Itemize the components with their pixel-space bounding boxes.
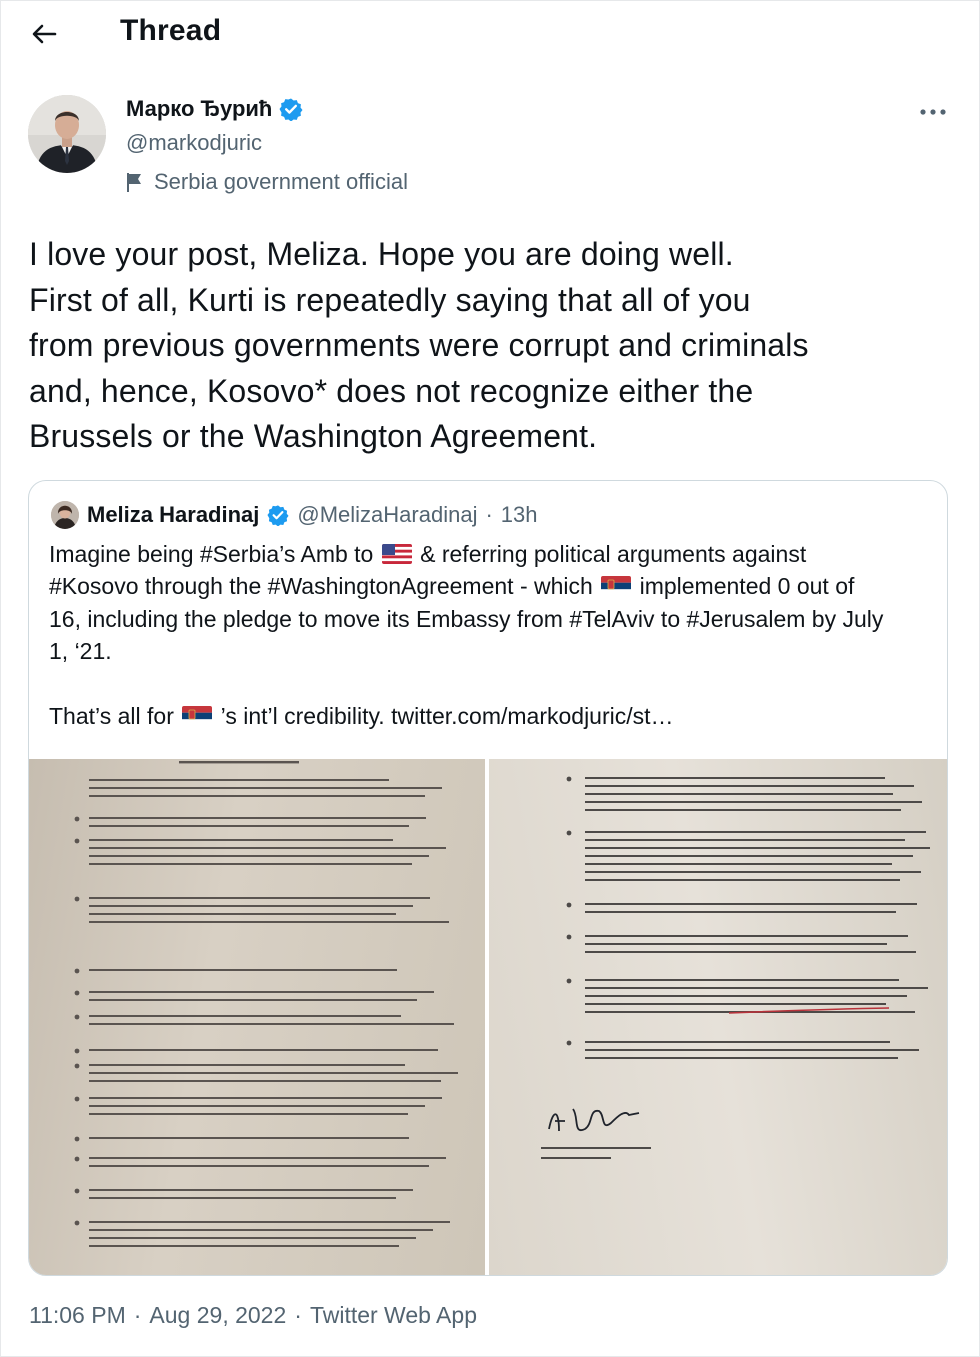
document-bullet (567, 979, 572, 984)
document-text-line (585, 935, 908, 937)
document-text-line (89, 795, 425, 797)
tweet-source: Twitter Web App (309, 1302, 477, 1328)
document-text-line (585, 1041, 890, 1043)
document-text-line (89, 1189, 413, 1191)
author-handle[interactable]: @markodjuric (126, 130, 263, 155)
document-text-line (89, 863, 412, 865)
thread-header (0, 0, 980, 70)
government-label (126, 169, 408, 195)
back-arrow-icon (31, 23, 57, 45)
document-bullet (75, 1189, 80, 1194)
tweet-text-line: I love your post, Meliza. Hope you are doing well. (29, 236, 734, 272)
document-text-line (585, 903, 917, 905)
document-text-line (89, 1015, 401, 1017)
document-text-line (89, 1137, 409, 1139)
separator-dot: · (133, 1302, 142, 1328)
document-bullet (75, 1157, 80, 1162)
back-button[interactable] (22, 14, 66, 54)
document-text-line (585, 863, 892, 865)
page-title: Thread (120, 14, 222, 47)
document-text-line (585, 871, 921, 873)
document-text-line (585, 777, 885, 779)
document-bullet (75, 1097, 80, 1102)
quoted-tweet-header (51, 501, 538, 529)
document-text-line (89, 825, 409, 827)
document-text-line (585, 1049, 919, 1051)
quoted-tweet-images (29, 759, 947, 1276)
tweet-text (29, 232, 949, 460)
signature-mark (549, 1109, 639, 1131)
document-text-line (89, 1072, 458, 1074)
document-text-line (89, 1245, 399, 1247)
document-text-line (89, 855, 429, 857)
document-bullet (75, 1049, 80, 1054)
quoted-text-line: 16, including the pledge to move its Embassy from #TelAviv to #Jerusalem by July (49, 605, 884, 632)
quoted-text-line (49, 700, 939, 732)
document-text-line (585, 809, 901, 811)
document-bullet (567, 777, 572, 782)
tweet-time[interactable]: 11:06 PM (29, 1302, 126, 1328)
tweet-date[interactable]: Aug 29, 2022 (149, 1302, 287, 1328)
us-flag-icon (382, 544, 412, 564)
government-label-text: Serbia government official (154, 169, 408, 194)
document-photo-right[interactable] (489, 759, 947, 1276)
serbia-flag-icon (182, 706, 212, 726)
document-photo-left[interactable] (29, 759, 485, 1276)
document-text-line (89, 1097, 442, 1099)
document-text-line (585, 995, 907, 997)
document-text-line (585, 855, 913, 857)
document-bullet (75, 1221, 80, 1226)
paragraph-gap (49, 668, 939, 700)
document-text-line (585, 979, 899, 981)
document-text-line (89, 1229, 433, 1231)
serbia-flag-icon (601, 576, 631, 596)
quoted-text-segment: That’s all for (49, 702, 174, 729)
document-text-line (89, 1080, 441, 1082)
document-text-line (89, 897, 430, 899)
more-options-icon (920, 109, 946, 115)
document-text-line (585, 839, 905, 841)
quoted-text-segment: implemented 0 out of (639, 573, 855, 600)
tweet-text-line: and, hence, Kosovo* does not recognize either the (29, 372, 754, 409)
document-text-line (541, 1147, 651, 1149)
flag-label-icon (126, 171, 144, 193)
document-bullet (75, 817, 80, 822)
document-text-line (585, 847, 930, 849)
author-name-row (126, 96, 303, 122)
author-name[interactable]: Марко Ђурић (126, 96, 273, 121)
separator-dot: · (294, 1302, 302, 1328)
document-bullet (567, 1041, 572, 1046)
quoted-tweet-text (49, 538, 939, 732)
document-text-line (89, 1049, 438, 1051)
document-text-line (585, 911, 896, 913)
quoted-text-segment: Imagine being #Serbia’s Amb to (49, 541, 374, 567)
document-bullet (75, 1015, 80, 1020)
document-text-line (89, 1064, 405, 1066)
quoted-text-segment: #Kosovo through the #WashingtonAgreement - which (49, 573, 593, 600)
document-text-line (89, 839, 393, 841)
document-bullet (567, 935, 572, 940)
document-text-line (585, 793, 893, 795)
document-text-line (585, 879, 900, 881)
document-text-line (89, 817, 426, 819)
document-bullet (567, 903, 572, 908)
document-bullet (75, 1064, 80, 1069)
tweet-text-line: First of all, Kurti is repeatedly saying that all of you (29, 281, 751, 318)
document-text-line (89, 969, 397, 971)
document-text-line (89, 1023, 454, 1025)
document-bullet (75, 839, 80, 844)
document-text-line (585, 951, 916, 953)
document-text-line (585, 1057, 898, 1059)
verified-badge-icon (267, 504, 289, 526)
document-text-line (89, 913, 396, 915)
quoted-tweet-link[interactable]: twitter.com/markodjuric/st… (391, 702, 674, 729)
document-bullet (75, 897, 80, 902)
quoted-tweet-card[interactable] (28, 480, 948, 1276)
quoted-author-avatar (51, 501, 79, 529)
tweet-metadata (29, 1302, 477, 1329)
document-text-line (585, 801, 922, 803)
document-text-line (89, 999, 417, 1001)
verified-badge-icon (279, 97, 303, 121)
quoted-tweet-time: 13h (500, 502, 538, 527)
document-text-line (89, 1105, 425, 1107)
quoted-text-line (49, 538, 939, 570)
document-text-line (89, 779, 389, 781)
separator-dot: · (485, 502, 493, 527)
document-text-line (585, 987, 928, 989)
document-text-line (89, 1113, 408, 1115)
document-text-line (89, 1165, 429, 1167)
quoted-text-line: 1, ‘21. (49, 638, 112, 665)
document-text-line (89, 1237, 416, 1239)
document-text-line (89, 1221, 450, 1223)
document-text-line (179, 761, 299, 763)
document-text-line (89, 847, 446, 849)
quoted-author-name: Meliza Haradinaj (87, 502, 260, 527)
quoted-author-handle: @MelizaHaradinaj (297, 502, 478, 527)
document-text-line (585, 785, 914, 787)
document-bullet (75, 969, 80, 974)
document-text-line (585, 943, 887, 945)
document-bullet (75, 991, 80, 996)
quoted-text-segment: ’s int’l credibility. (220, 702, 385, 729)
document-text-line (89, 991, 434, 993)
author-avatar[interactable] (28, 95, 106, 173)
quoted-text-segment: & referring political arguments against (420, 541, 807, 567)
document-text-line (89, 905, 413, 907)
document-text-line (585, 831, 926, 833)
document-text-line (89, 921, 449, 923)
document-text-line (89, 1197, 396, 1199)
more-options-button[interactable] (912, 96, 954, 128)
document-text-line (89, 787, 442, 789)
document-text-line (541, 1157, 611, 1159)
document-text-line (89, 1157, 446, 1159)
tweet-text-line: from previous governments were corrupt and criminals (29, 327, 809, 363)
document-bullet (75, 1137, 80, 1142)
document-text-line (585, 1003, 886, 1005)
document-bullet (567, 831, 572, 836)
tweet-text-line: Brussels or the Washington Agreement. (29, 418, 598, 454)
quoted-text-line (49, 570, 939, 602)
